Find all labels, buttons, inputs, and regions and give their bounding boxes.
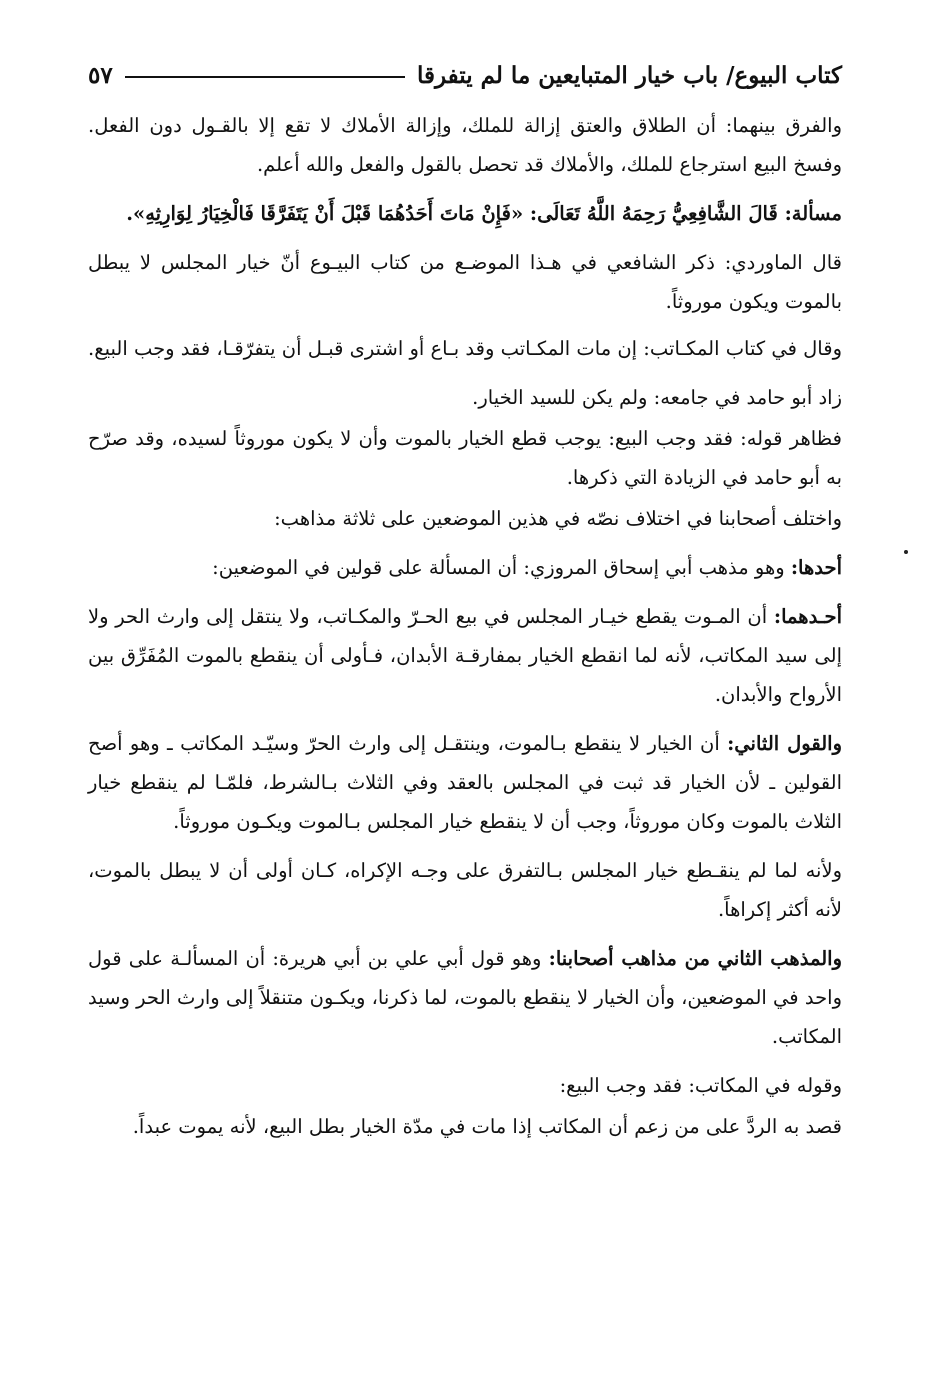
paragraph-text: رَحِمَهُ اللَّهُ تَعَالَى: «فَإِنْ مَاتَ أَحَدُهُمَا قَبْلَ أَنْ يَتَفَرَّقَا فَالْخِيَارُ لِوَارِثِهِ». xyxy=(126,202,672,225)
scan-speck xyxy=(904,550,908,554)
paragraph xyxy=(88,194,842,233)
paragraph-text: ولأنه لما لم ينقـطع خيار المجلس بـالتفرق على وجـه الإكراه، كـان أولى أن لا يبطل بالموت، لأنه أكثر إكراهاً. xyxy=(88,859,842,921)
paragraph-text: واختلف أصحابنا في اختلاف نصّه في هذين الموضعين على ثلاثة مذاهب: xyxy=(274,507,842,530)
paragraph-lead: أحدها: xyxy=(790,556,842,579)
paragraph xyxy=(88,851,842,929)
paragraph-lead: والمذهب الثاني من مذاهب أصحابنا: xyxy=(548,947,842,970)
paragraph xyxy=(88,419,842,497)
header-rule xyxy=(125,76,405,78)
paragraph-text: والفرق بينهما: أن الطلاق والعتق إزالة للملك، وإزالة الأملاك لا تقع إلا بالقـول دون الفعل. وفسخ البيع استرجاع للملك، والأملاك قد تحصل بالقول والفعل والله أعلم. xyxy=(88,114,842,176)
document-page xyxy=(88,58,842,1154)
paragraph xyxy=(88,378,842,417)
paragraph-text: وهو مذهب أبي إسحاق المروزي: أن المسألة على قولين في الموضعين: xyxy=(212,556,791,579)
paragraph xyxy=(88,724,842,841)
paragraph xyxy=(88,329,842,368)
paragraph xyxy=(88,548,842,587)
paragraph-text: أن الخيار لا ينقطع بـالموت، وينتقـل إلى وارث الحرّ وسيّـد المكاتب ـ وهو أصح القولين ـ لأن الخيار قد ثبت في المجلس بالعقد وفي الثلاث بـالشرط، فلمّـا لم ينقطع خيار الثلاث بالموت وكان موروثاً، وجب أن لا ينقطع خيار المجلس بـالموت ويكـون موروثاً. xyxy=(88,732,842,833)
paragraph-lead: أحـدهما: xyxy=(773,605,842,628)
page-number: ٥٧ xyxy=(88,61,113,89)
paragraph-text: فظاهر قوله: فقد وجب البيع: يوجب قطع الخيار بالموت وأن لا يكون موروثاً لسيده، وقد صرّح به أبو حامد في الزيادة التي ذكرها. xyxy=(88,427,842,489)
paragraph-text: أن المـوت يقطع خيـار المجلس في بيع الحـرّ والمكـاتب، ولا ينتقل إلى وارث الحر ولا إلى سيد المكاتب، لأنه لما انقطع الخيار بمفارقـة الأبدان، فـأولى أن ينقطع بالموت المُفَرِّق بين الأرواح والأبدان. xyxy=(88,605,842,706)
paragraph xyxy=(88,243,842,321)
running-header xyxy=(88,58,842,92)
paragraph xyxy=(88,1066,842,1105)
running-header-title: كتاب البيوع/ باب خيار المتبايعين ما لم يتفرقا xyxy=(416,61,842,89)
paragraph xyxy=(88,499,842,538)
paragraph xyxy=(88,106,842,184)
paragraph xyxy=(88,1107,842,1146)
paragraph-text: قال الماوردي: ذكر الشافعي في هـذا الموضـع من كتاب البيـوع أنّ خيار المجلس لا يبطل بالموت ويكون موروثاً. xyxy=(88,251,842,313)
paragraph xyxy=(88,597,842,714)
paragraph-lead: مسألة: قَالَ الشَّافِعِيُّ xyxy=(671,202,842,225)
paragraph-text: وهو قول أبي علي بن أبي هريرة: أن المسألـة على قول واحد في الموضعين، وأن الخيار لا ينقطع بالموت، لما ذكرنا، ويكـون متنقلاً إلى وارث الحر وسيد المكاتب. xyxy=(88,947,842,1048)
paragraph-text: وقال في كتاب المكـاتب: إن مات المكـاتب وقد بـاع أو اشترى قبـل أن يتفرّقـا، فقد وجب البيع. xyxy=(88,337,842,360)
paragraph-text: قصد به الردَّ على من زعم أن المكاتب إذا مات في مدّة الخيار بطل البيع، لأنه يموت عبداً. xyxy=(132,1115,842,1138)
paragraph-text: وقوله في المكاتب: فقد وجب البيع: xyxy=(559,1074,842,1097)
paragraph xyxy=(88,939,842,1056)
paragraph-text: زاد أبو حامد في جامعه: ولم يكن للسيد الخيار. xyxy=(472,386,842,409)
paragraph-lead: والقول الثاني: xyxy=(727,732,843,755)
